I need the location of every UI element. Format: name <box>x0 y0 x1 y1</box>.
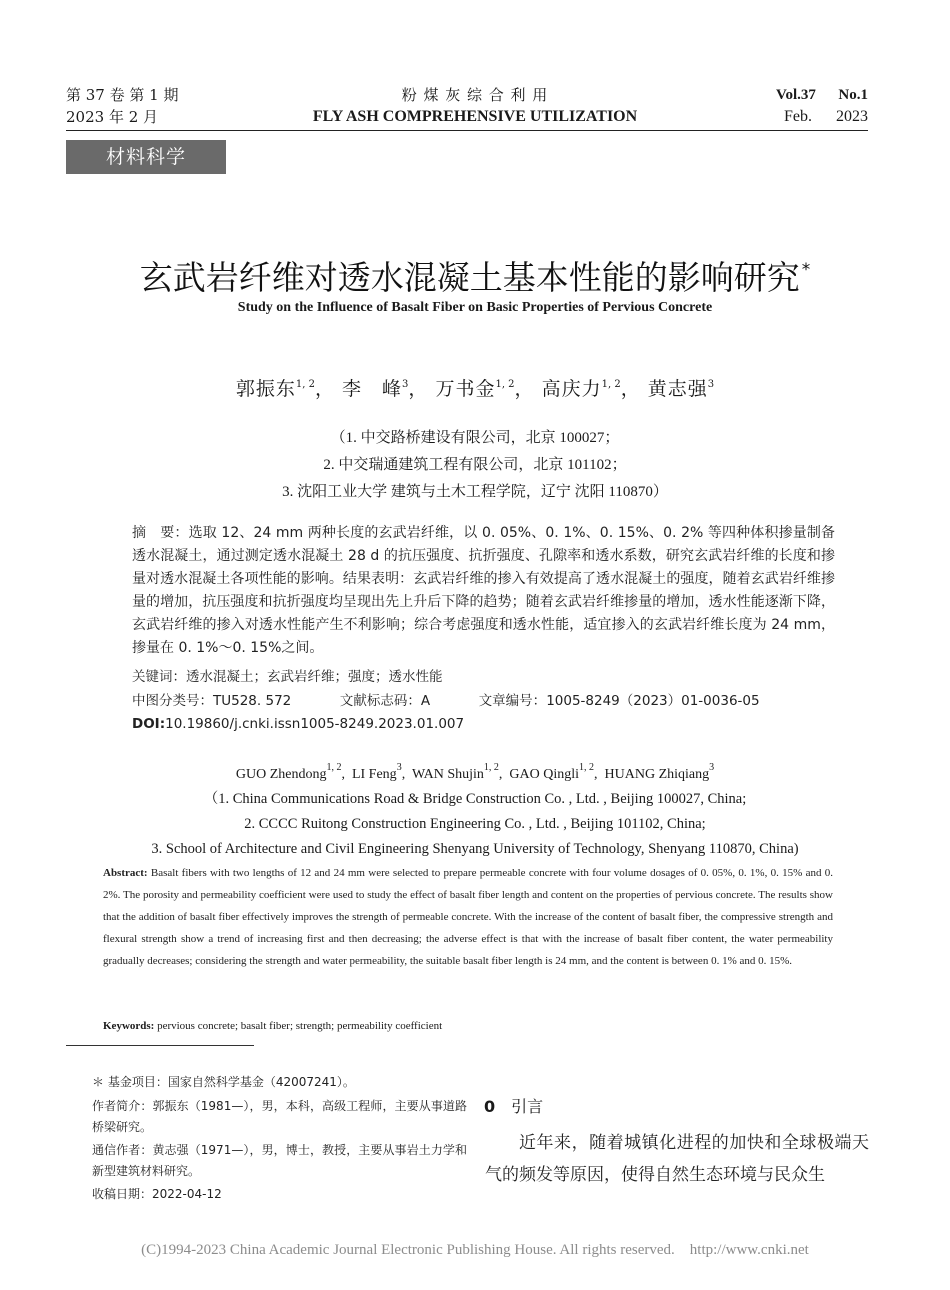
affiliation-en-2: 2. CCCC Ruitong Construction Engineering Co. , Ltd. , Beijing 101102, China; <box>244 816 706 832</box>
abstract-en-label: Abstract: <box>103 867 148 879</box>
copyright-notice: (C)1994-2023 China Academic Journal Electronic Publishing House. All rights reserved. http://www.cnki.net <box>141 1242 809 1258</box>
abstract-cn <box>132 522 835 660</box>
affiliation-cn-2: 2. 中交瑞通建筑工程有限公司，北京 101102； <box>323 457 627 473</box>
author-name: 高庆力 <box>541 378 602 400</box>
header-journal-cn: 粉 煤 灰 综 合 利 用 <box>401 86 549 104</box>
abstract-cn-text: 选取 12、24 mm 两种长度的玄武岩纤维，以 0. 05%、0. 1%、0. 15%、0. 2% 等四种体积掺量制备透水混凝土，通过测定透水混凝土 28 d 的抗压强度、抗折强度、孔隙率和透水系数，研究玄武岩纤维的长度和掺量对透水混凝土各项性能的影响。结果表明：玄武岩纤维的掺入有效提高了透水混凝土的强度，随着玄武岩纤维掺量的增加，抗压强度和抗折强度均呈现出先上升后下降的趋势；随着玄武岩纤维掺量的增加，透水性能逐渐下降，玄武岩纤维的掺入对透水性能产生不利影响；综合考虑强度和透水性能，适宜掺入的玄武岩纤维长度为 24 mm，掺量在 0. 1%～0. 15%之间。 <box>132 525 836 656</box>
author-en-sup: 1, 2 <box>579 762 595 773</box>
header-date-cn: 2023 年 2 月 <box>66 108 159 126</box>
affiliation-en-1: （1. China Communications Road & Bridge Construction Co. , Ltd. , Beijing 100027, China; <box>203 791 747 807</box>
title-cn-text: 玄武岩纤维对透水混凝土基本性能的影响研究 <box>139 258 800 297</box>
header-date-en: Feb. 2023 <box>784 108 868 125</box>
title-en: Study on the Influence of Basalt Fiber on Basic Properties of Pervious Concrete <box>237 300 713 315</box>
clc-label: 中图分类号： <box>132 693 213 709</box>
doi-label: DOI: <box>132 716 166 732</box>
author-en-name: WAN Shujin <box>411 767 484 782</box>
affiliation-cn-1: （1. 中交路桥建设有限公司，北京 100027； <box>330 430 620 446</box>
author-en-sup: 3 <box>396 762 402 773</box>
author-en-sup: 1, 2 <box>483 762 499 773</box>
author-name: 黄志强 <box>647 378 708 400</box>
article-no-label: 文章编号： <box>478 693 547 709</box>
keywords-cn: 关键词：透水混凝土；玄武岩纤维；强度；透水性能 <box>132 669 443 685</box>
affiliation-cn-3: 3. 沈阳工业大学 建筑与土木工程学院，辽宁 沈阳 110870） <box>282 484 668 500</box>
author-affil-sup: 1, 2 <box>495 379 515 390</box>
header-journal-en: FLY ASH COMPREHENSIVE UTILIZATION <box>312 108 638 125</box>
doc-code-label: 文献标志码： <box>339 693 421 709</box>
author-affil-sup: 1, 2 <box>601 379 621 390</box>
header-rule <box>66 130 868 131</box>
author-affil-sup: 3 <box>402 379 409 390</box>
footnote-received: 收稿日期：2022-04-12 <box>92 1187 222 1201</box>
section-heading <box>484 1094 543 1117</box>
body-paragraph: 近年来，随着城镇化进程的加快和全球极端天气的频发等原因，使得自然生态环境与民众生 <box>485 1133 869 1185</box>
author-en-name: GAO Qingli <box>509 767 580 782</box>
abstract-en-text: Basalt fibers with two lengths of 12 and 24 mm were selected to prepare permeable concrete with four volume dosages of 0. 05%, 0. 1%, 0. 15% and 0. 2%. The porosity and permeability coefficient were used to study the effect of basalt fiber length and content on the properties of pervious concrete. The results show that the addition of basalt fiber effectively improves the strength of permeable concrete. With the increase of the content of basalt fiber, the compressive strength and flexural strength show a trend of increasing first and then decreasing; the adverse effect is that with the increase of basalt fiber content, the water permeability gradually decreases; considering the strength and water permeability, the suitable basalt fiber length is 24 mm, and the content is between 0. 1% and 0. 15%. <box>103 867 834 967</box>
header-volume-cn: 第 37 卷 第 1 期 <box>66 86 179 104</box>
author-en-name: HUANG Zhiqiang <box>604 767 710 782</box>
section-title: 引言 <box>511 1097 544 1116</box>
author-en-name: GUO Zhendong <box>235 767 327 782</box>
doi-line <box>132 715 464 733</box>
author-name: 万书金 <box>435 378 496 400</box>
title-footnote-mark: * <box>801 260 811 280</box>
author-en-name: LI Feng <box>351 767 397 782</box>
section-category-label: 材料科学 <box>66 140 226 174</box>
authors-en: GUO Zhendong$^{1, 2}$, LI Feng$^3$, WAN Shujin$^{1, 2}$, GAO Qingli$^{1, 2}$, HUANG Zhiqiang$^3$ <box>235 762 715 782</box>
authors-cn: 郭振东$^{1, 2}$， 李 峰$^3$， 万书金$^{1, 2}$， 高庆力$^{1, 2}$， 黄志强$^3$ <box>235 378 715 400</box>
header-volume-en: Vol.37 No.1 <box>776 87 868 103</box>
author-affil-sup: 1, 2 <box>295 379 315 390</box>
doi-value: 10.19860/j.cnki.issn1005-8249.2023.01.007 <box>165 716 465 732</box>
doc-code-value: A <box>420 693 431 709</box>
keywords-en <box>103 1016 442 1036</box>
author-name: 李 峰 <box>342 378 403 400</box>
footnote-author-bio: 作者简介：郭振东（1981—），男，本科，高级工程师，主要从事道路桥梁研究。 <box>92 1099 467 1134</box>
footnote-corresponding: 通信作者：黄志强（1971—），男，博士，教授，主要从事岩土力学和新型建筑材料研究。 <box>92 1143 467 1178</box>
classification-line <box>132 692 760 710</box>
author-name: 郭振东 <box>235 378 296 400</box>
section-number: 0 <box>484 1097 496 1116</box>
abstract-cn-label: 摘 要： <box>132 525 189 541</box>
footnote-rule <box>66 1045 254 1046</box>
title-cn <box>0 248 950 300</box>
affiliation-en-3: 3. School of Architecture and Civil Engineering Shenyang University of Technology, Shenyang 110870, China) <box>151 841 799 857</box>
abstract-en <box>103 862 833 972</box>
clc-value: TU528. 572 <box>213 693 292 709</box>
author-en-sup: 3 <box>709 762 715 773</box>
keywords-en-text: pervious concrete; basalt fiber; strength; permeability coefficient <box>157 1020 443 1032</box>
author-affil-sup: 3 <box>707 379 715 390</box>
footnote-fund: ＊ 基金项目：国家自然科学基金（42007241）。 <box>92 1075 355 1089</box>
article-no-value: 1005-8249（2023）01-0036-05 <box>546 693 760 709</box>
keywords-en-label: Keywords: <box>103 1020 155 1032</box>
author-en-sup: 1, 2 <box>326 762 342 773</box>
